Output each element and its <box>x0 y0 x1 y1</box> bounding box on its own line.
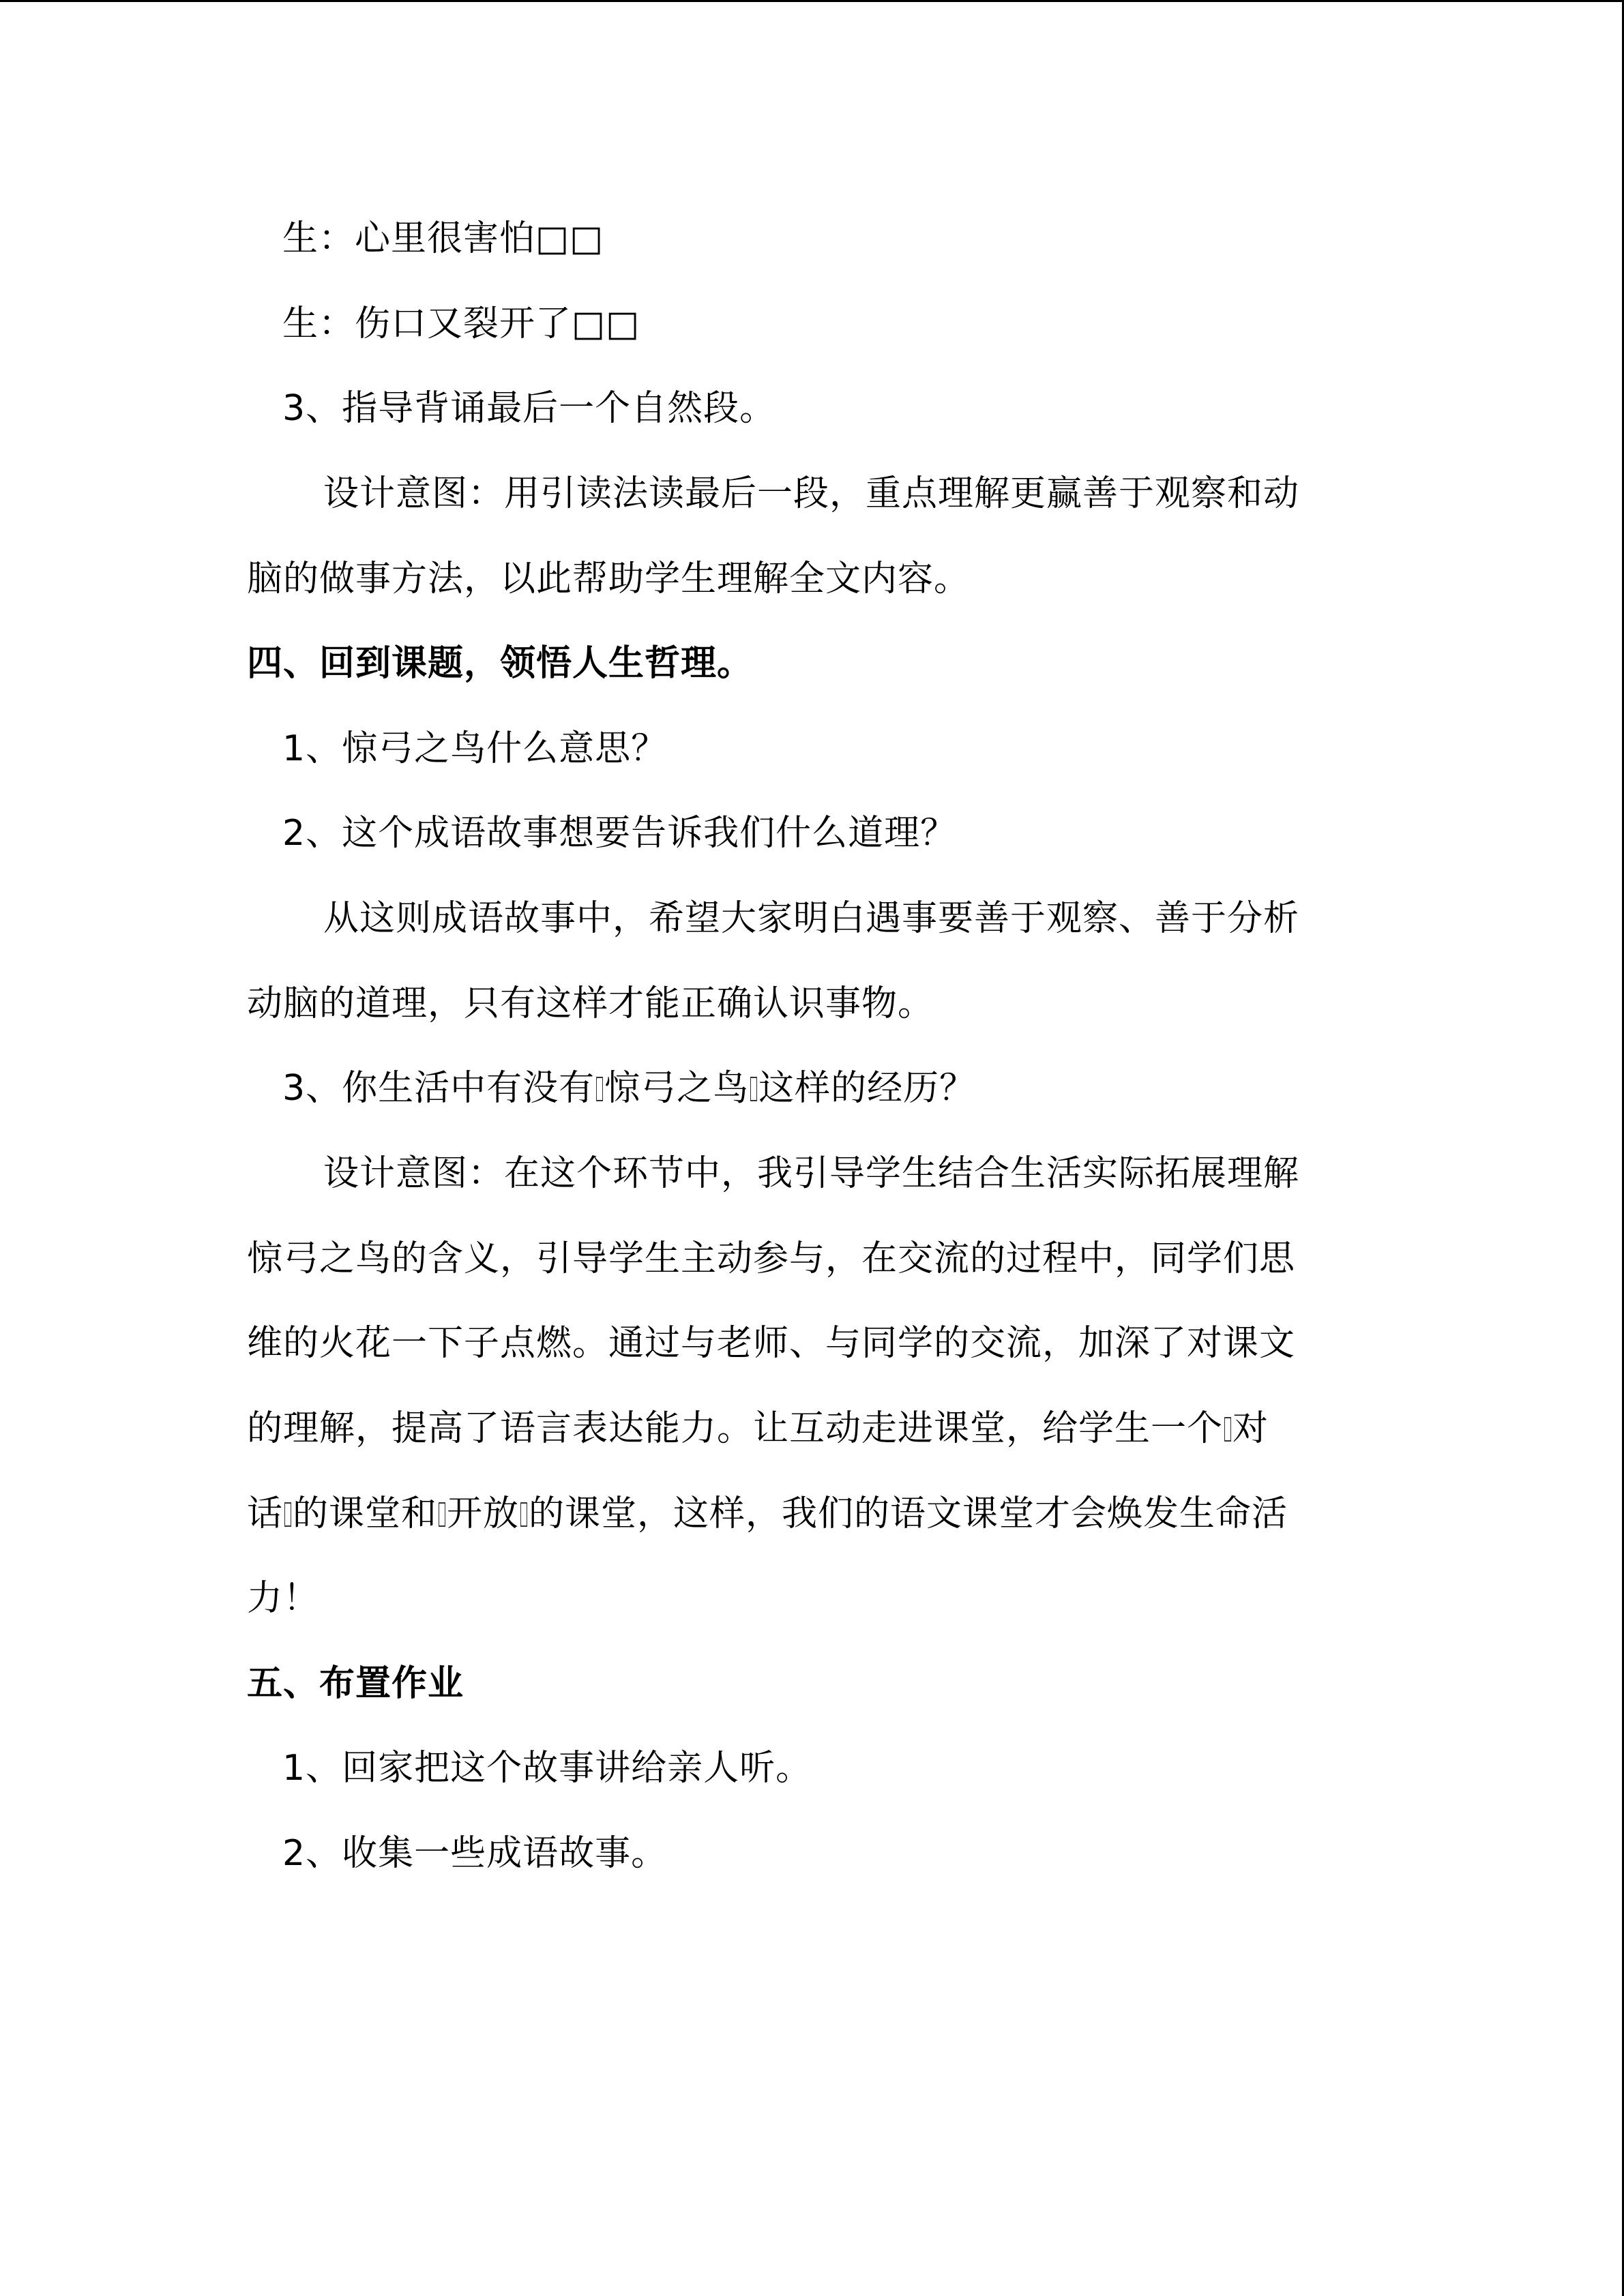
design-intent-line: 惊弓之鸟的含义，引导学生主动参与，在交流的过程中，同学们思 <box>247 1238 1296 1279</box>
design-intent-line: 力！ <box>247 1578 320 1619</box>
missing-glyph-icon <box>596 1077 603 1101</box>
missing-glyph-icon <box>520 1502 527 1527</box>
design-intent-line: 设计意图：在这个环节中，我引导学生结合生活实际拓展理解 <box>323 1153 1300 1194</box>
list-item: 3、指导背诵最后一个自然段。 <box>282 388 776 429</box>
missing-glyph-icon <box>750 1077 757 1101</box>
list-item: 2、这个成语故事想要告诉我们什么道理？ <box>282 813 957 854</box>
list-item: 3、你生活中有没有 惊弓之鸟 这样的经历？ <box>282 1068 976 1109</box>
paragraph-line: 动脑的道理，只有这样才能正确认识事物。 <box>247 983 934 1024</box>
list-item: 2、收集一些成语故事。 <box>282 1833 668 1874</box>
design-intent-line: 话 的课堂和 开放 的课堂，这样，我们的语文课堂才会焕发生命活 <box>247 1493 1288 1534</box>
section-heading: 五、布置作业 <box>247 1663 464 1704</box>
list-item: 1、回家把这个故事讲给亲人听。 <box>282 1748 812 1789</box>
design-intent-line: 设计意图：用引读法读最后一段，重点理解更赢善于观察和动 <box>323 473 1300 514</box>
paragraph-line: 生：伤口又裂开了□□ <box>282 303 640 344</box>
paragraph-line: 生：心里很害怕□□ <box>282 218 604 259</box>
page-border-top <box>0 0 1624 2</box>
section-heading: 四、回到课题，领悟人生哲理。 <box>247 643 754 684</box>
design-intent-line: 脑的做事方法，以此帮助学生理解全文内容。 <box>247 558 971 599</box>
missing-glyph-icon <box>284 1502 291 1527</box>
list-item: 1、惊弓之鸟什么意思？ <box>282 728 668 769</box>
missing-glyph-icon <box>439 1502 445 1527</box>
design-intent-line: 的理解，提高了语言表达能力。让互动走进课堂，给学生一个 对 <box>247 1408 1269 1449</box>
design-intent-line: 维的火花一下子点燃。通过与老师、与同学的交流，加深了对课文 <box>247 1323 1296 1364</box>
missing-glyph-icon <box>1224 1417 1231 1442</box>
paragraph-line: 从这则成语故事中，希望大家明白遇事要善于观察、善于分析 <box>323 898 1300 939</box>
